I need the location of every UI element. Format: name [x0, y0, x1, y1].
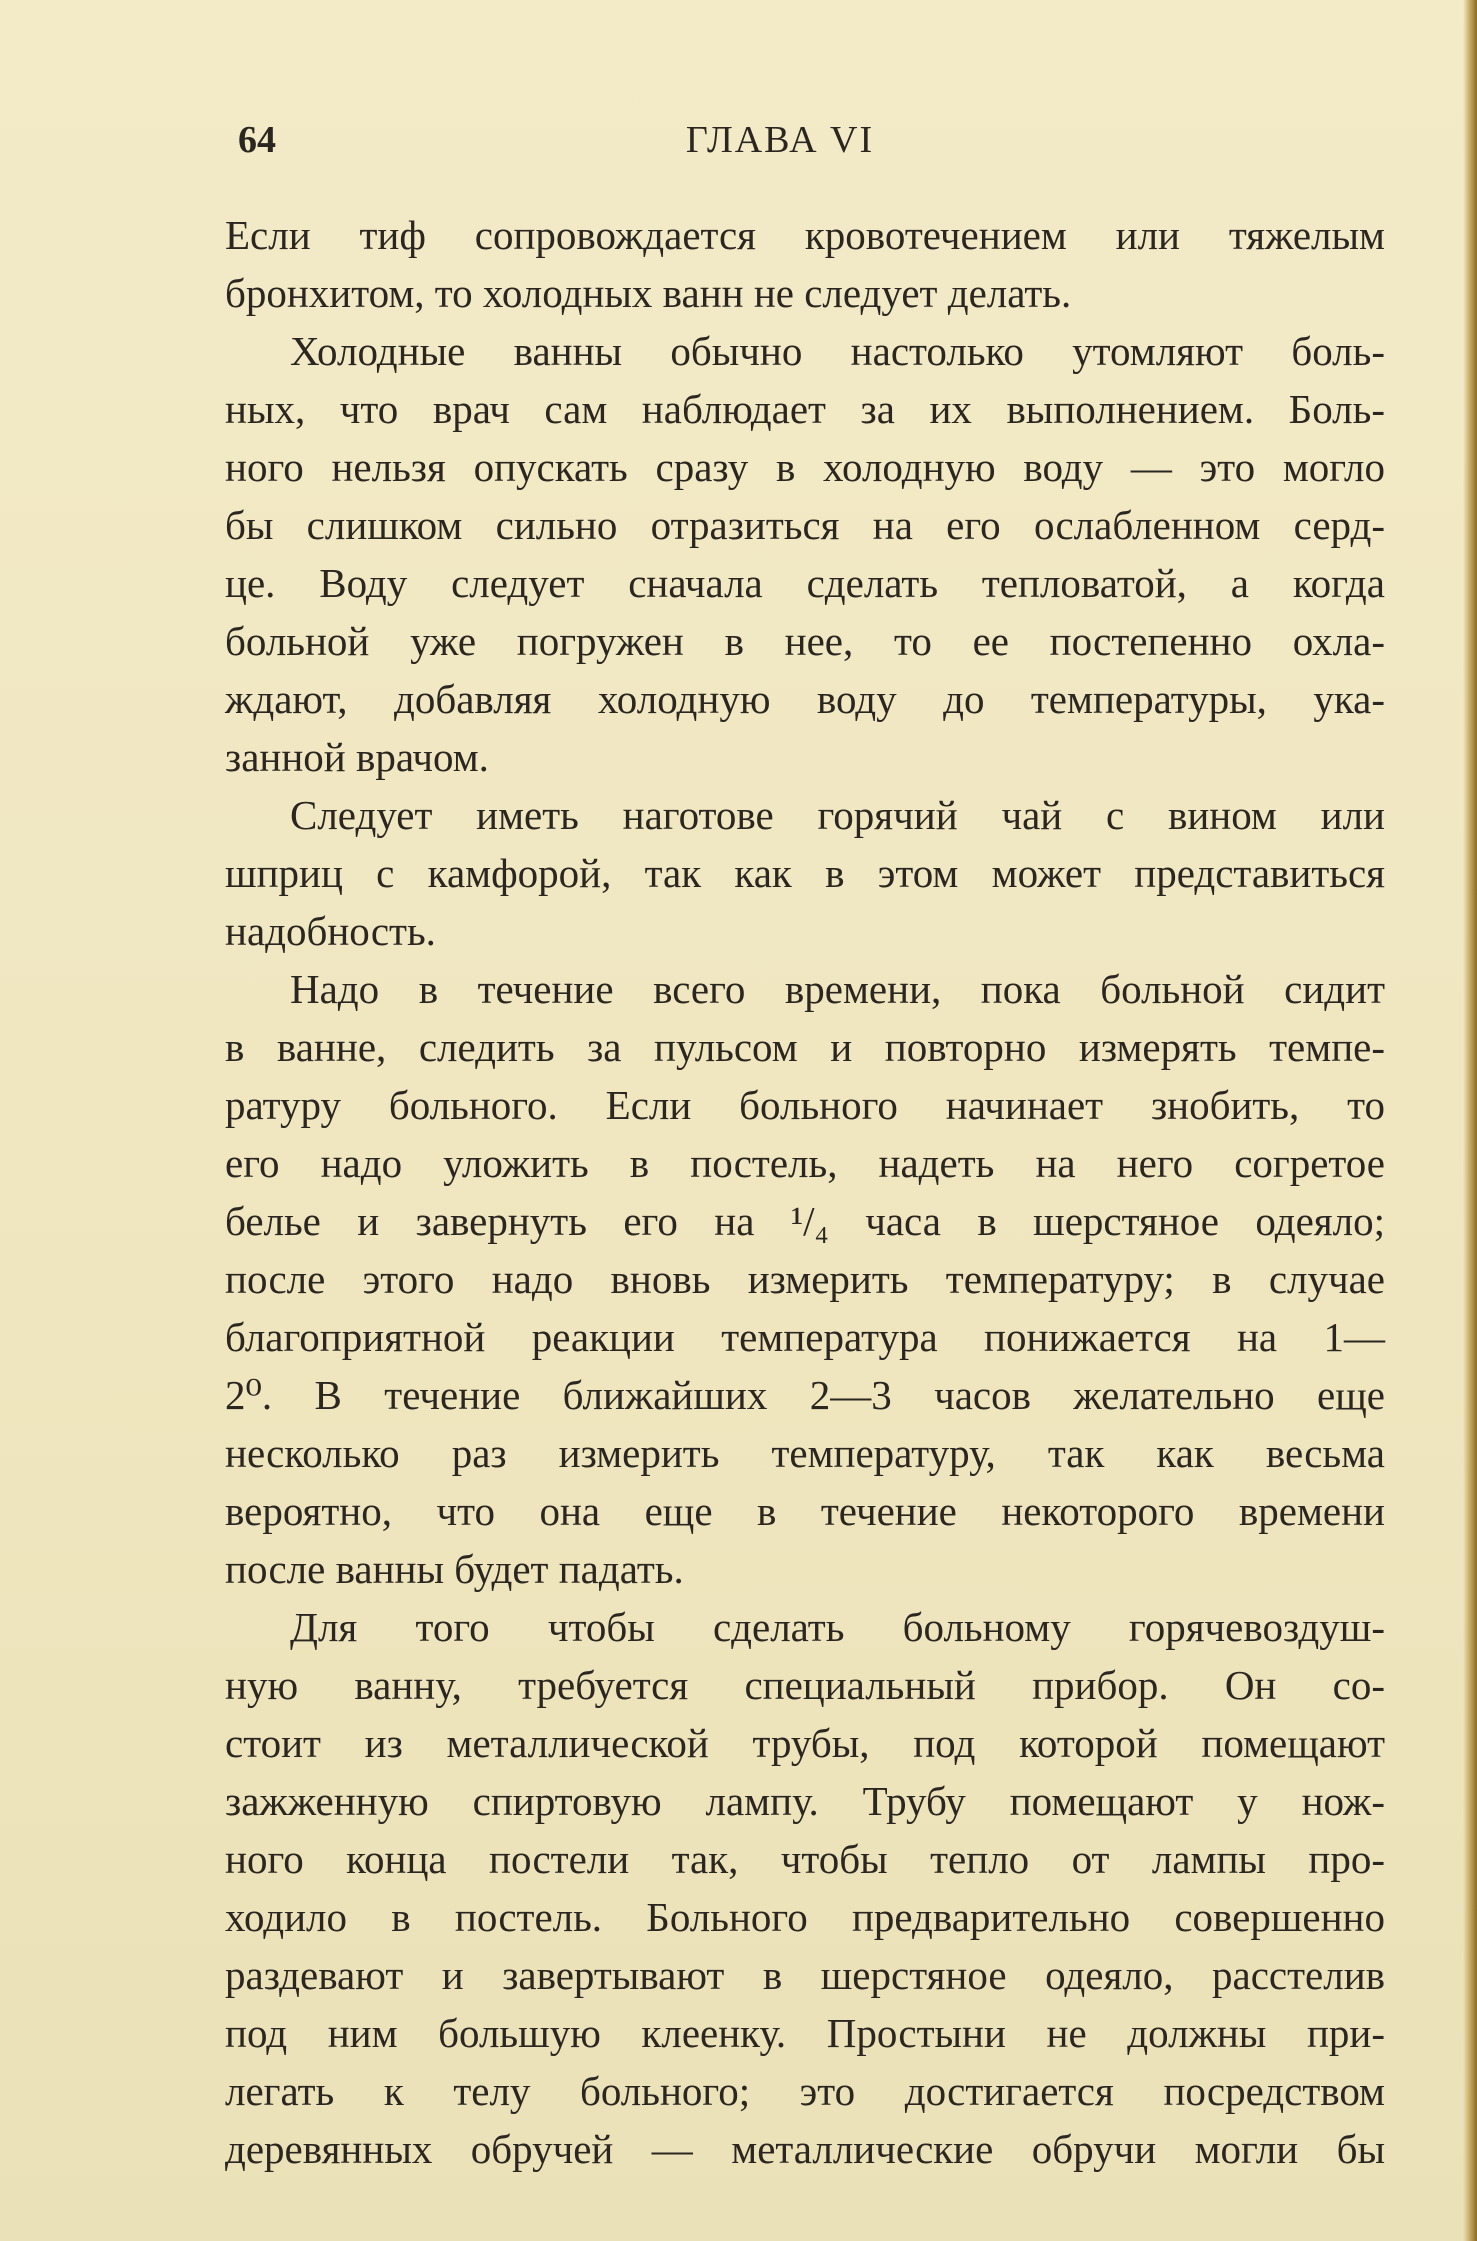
text-line: занной врачом.	[225, 734, 489, 780]
text-line: ходило в постель. Больного предварительно совершенно	[225, 1894, 1385, 1940]
text-line: Следует иметь наготове горячий чай с вином или	[290, 792, 1385, 838]
text-line: раздевают и завертывают в шерстяное одеяло, расстелив	[225, 1952, 1385, 1998]
text-line: бы слишком сильно отразиться на его ослабленном серд-	[225, 502, 1385, 548]
text-line: в ванне, следить за пульсом и повторно измерять темпе-	[225, 1024, 1385, 1070]
text-line: це. Воду следует сначала сделать тепловатой, а когда	[225, 560, 1385, 606]
text-line: Для того чтобы сделать больному горячевоздуш-	[290, 1604, 1385, 1650]
text-line: ждают, добавляя холодную воду до температуры, ука-	[225, 676, 1385, 722]
text-line: бронхитом, то холодных ванн не следует делать.	[225, 270, 1072, 316]
text-line: ного конца постели так, чтобы тепло от лампы про-	[225, 1836, 1385, 1882]
text-line: вероятно, что она еще в течение некоторого времени	[225, 1488, 1385, 1534]
text-line: ратуру больного. Если больного начинает знобить, то	[225, 1082, 1385, 1128]
text-line: его надо уложить в постель, надеть на него согретое	[225, 1140, 1385, 1186]
running-head: ГЛАВА VI	[685, 119, 875, 161]
text-line: после ванны будет падать.	[225, 1546, 684, 1592]
text-line: ных, что врач сам наблюдает за их выполнением. Боль-	[225, 386, 1385, 432]
text-line: 2⁰. В течение ближайших 2—3 часов желательно еще	[225, 1372, 1385, 1418]
page-edge-shadow	[1463, 0, 1477, 2241]
text-line: благоприятной реакции температура понижается на 1—	[225, 1314, 1385, 1360]
page-number: 64	[238, 119, 276, 161]
text-line: белье и завернуть его на ¹/₄ часа в шерстяное одеяло;	[225, 1198, 1385, 1244]
text-line: стоит из металлической трубы, под которой помещают	[225, 1720, 1385, 1766]
text-line: под ним большую клеенку. Простыни не должны при-	[225, 2010, 1385, 2056]
text-line: зажженную спиртовую лампу. Трубу помещают у нож-	[225, 1778, 1385, 1824]
text-line: Холодные ванны обычно настолько утомляют боль-	[290, 328, 1385, 374]
text-line: легать к телу больного; это достигается посредством	[225, 2068, 1385, 2114]
text-line: ного нельзя опускать сразу в холодную воду — это могло	[225, 444, 1385, 490]
text-line: после этого надо вновь измерить температуру; в случае	[225, 1256, 1385, 1302]
text-line: шприц с камфорой, так как в этом может представиться	[225, 850, 1385, 896]
text-line: ную ванну, требуется специальный прибор. Он со-	[225, 1662, 1385, 1708]
text-line: Надо в течение всего времени, пока больной сидит	[290, 966, 1385, 1012]
text-line: Если тиф сопровождается кровотечением или тяжелым	[225, 212, 1385, 258]
text-line: несколько раз измерить температуру, так как весьма	[225, 1430, 1385, 1476]
text-line: надобность.	[225, 908, 436, 954]
text-line: больной уже погружен в нее, то ее постепенно охла-	[225, 618, 1385, 664]
text-line: деревянных обручей — металлические обручи могли бы	[225, 2126, 1385, 2172]
